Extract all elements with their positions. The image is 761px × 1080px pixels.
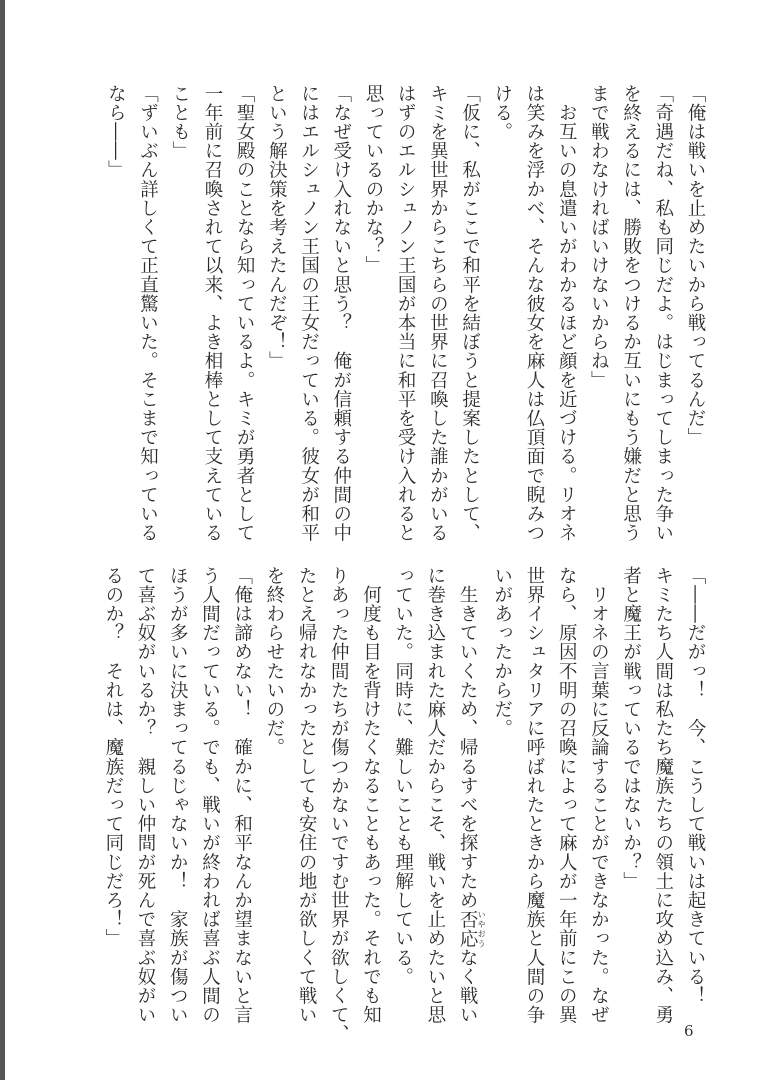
text-column-with-ruby [451,566,487,1025]
text-column: 世界イシュタリアに呼ばれたときから魔族と人間の争 [523,566,545,1025]
text-column: ける。 [491,84,513,142]
text-column: 「奇遇だね、私も同じだよ。はじまってしまった争い [652,84,674,543]
text-column: て喜ぶ奴がいるか？ 親しい仲間が死んで喜ぶ奴がい [135,566,157,1025]
text-column: 「ずいぶん詳しくて正直驚いた。そこまで知っている [137,84,159,543]
text-column: いがあったからだ。 [491,566,513,738]
text-column: なら、原因不明の召喚によって麻人が一年前にこの異 [556,566,578,1025]
text-column: 「なぜ受け入れないと思う？ 俺が信頼する仲間の中 [330,84,352,543]
text-column: 「聖女殿のことなら知っているよ。キミが勇者として [234,84,256,543]
text-column: を終えるには、勝敗をつけるか互いにもう嫌だと思う [620,84,642,543]
text-column: う人間だっている。でも、戦いが終われば喜ぶ人間の [199,566,221,1025]
text-column: に巻き込まれた麻人だからこそ、戦いを止めたいと思 [424,566,446,1025]
text-column: 「仮に、私がここで和平を結ぼうと提案したとして、 [459,84,481,543]
text-column: は笑みを浮かべ、そんな彼女を麻人は仏頂面で睨みつ [523,84,545,543]
text-column: なら――」 [105,84,127,180]
page-edge-border [0,0,5,1080]
text-column: りあった仲間たちが傷つかないですむ世界が欲しくて、 [328,566,350,1044]
ruby-text: いやおう [477,909,487,948]
text-column: キミたち人間は私たち魔族たちの領土に攻め込み、勇 [652,566,674,1025]
text-block-top [99,84,711,543]
text-column: 一年前に召喚されて以来、よき相棒として支えている [201,84,223,543]
text-column: 「――だがっ！ 今、こうして戦いは起きている！ [685,566,706,1006]
text-column: 思っているのかな？」 [362,84,384,275]
text-column: という解決策を考えたんだぞ！」 [266,84,288,371]
text-column: リオネの言葉に反論することができなかった。なぜ [588,566,610,1025]
text-column: を終わらせたいのだ。 [263,566,285,757]
text-column: 何度も目を背けたくなることもあった。それでも知 [360,566,382,1025]
text-column: 者と魔王が戦っているではないか？」 [620,566,642,891]
text-segment: なく戦い [457,948,479,1025]
text-column: まで戦わなければいけないからね」 [588,84,610,390]
ruby-base: 否応 [457,909,479,949]
text-column: はずのエルシュノン王国が本当に和平を受け入れると [395,84,417,543]
text-column: たとえ帰れなかったとしても安住の地が欲しくて戦い [296,566,318,1025]
text-column: ほうが多いに決まってるじゃないか！ 家族が傷つい [167,566,189,1025]
text-column: っていた。同時に、難しいことも理解している。 [392,566,414,987]
text-column: ことも」 [169,84,191,161]
text-column: お互いの息遣いがわかるほど顔を近づける。リオネ [556,84,578,543]
text-column: キミを異世界からこちらの世界に召喚した誰かがいる [427,84,449,543]
text-column: 「俺は戦いを止めたいから戦ってるんだ」 [685,84,706,447]
page-number: 6 [684,1022,694,1040]
text-segment: 生きていくため、帰るすべを探すため [457,566,479,910]
text-column: るのか？ それは、魔族だって同じだろ！」 [102,566,124,948]
text-block-bottom [97,566,711,1044]
text-column: にはエルシュノン王国の王女だっている。彼女が和平 [298,84,320,543]
text-column: 「俺は諦めない！ 確かに、和平なんか望まないと言 [231,566,253,1025]
ruby-annotation [457,909,487,949]
